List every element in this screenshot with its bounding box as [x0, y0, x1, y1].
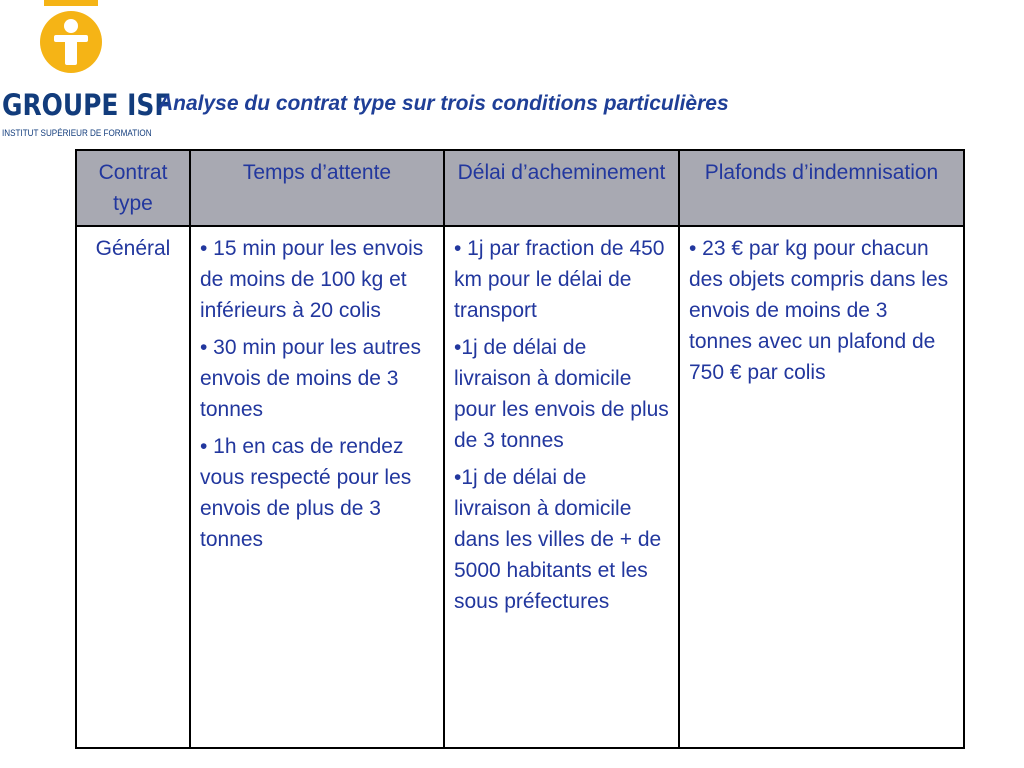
table-row — [76, 226, 964, 748]
company-logo — [0, 0, 172, 150]
delivery-item: • 1j par fraction de 450 km pour le délai de transport — [454, 237, 665, 322]
delivery-item: •1j de délai de livraison à domicile pour les envois de plus de 3 tonnes — [454, 336, 669, 452]
header-delivery-time: Délai d’acheminement — [444, 150, 679, 226]
waiting-item: • 1h en cas de rendez vous respecté pour les envois de plus de 3 tonnes — [200, 435, 412, 551]
cell-compensation-cap — [679, 226, 964, 748]
waiting-item: • 15 min pour les envois de moins de 100 kg et inférieurs à 20 colis — [200, 237, 424, 322]
table-header-row — [76, 150, 964, 226]
cell-waiting-time — [190, 226, 444, 748]
header-contract-type: Contrat type — [76, 150, 190, 226]
waiting-item: • 30 min pour les autres envois de moins de 3 tonnes — [200, 336, 421, 421]
header-compensation-cap: Plafonds d’indemnisation — [679, 150, 964, 226]
header-waiting-time: Temps d’attente — [190, 150, 444, 226]
contract-table — [75, 149, 965, 749]
logo-emblem-icon — [38, 0, 104, 80]
logo-tagline: INSTITUT SUPÉRIEUR DE FORMATION — [2, 128, 152, 138]
logo-wordmark: GROUPE ISF — [2, 88, 172, 122]
cell-contract-type: Général — [76, 226, 190, 748]
compensation-item: • 23 € par kg pour chacun des objets compris dans les envois de moins de 3 tonnes avec un plafond de 750 € par colis — [689, 237, 949, 384]
page-title: Analyse du contrat type sur trois conditions particulières — [158, 92, 729, 115]
cell-delivery-time — [444, 226, 679, 748]
delivery-item: •1j de délai de livraison à domicile dans les villes de + de 5000 habitants et les sous préfectures — [454, 466, 662, 613]
